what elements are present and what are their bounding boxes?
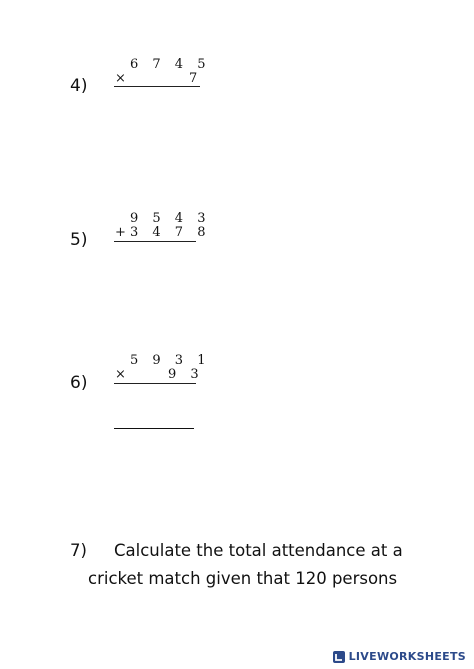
operator-sign: + xyxy=(115,225,126,240)
liveworksheets-logo xyxy=(333,650,466,663)
top-operand: 5 9 3 1 xyxy=(130,353,211,368)
logo-text: LIVEWORKSHEETS xyxy=(348,650,466,663)
operator-sign: × xyxy=(115,367,126,382)
operation-row xyxy=(115,225,211,240)
operator-sign: × xyxy=(115,71,126,86)
top-operand: 9 5 4 3 xyxy=(130,211,211,226)
problem-number: 5) xyxy=(70,230,88,250)
word-problem-7 xyxy=(70,537,430,593)
top-operand: 6 7 4 5 xyxy=(130,57,211,72)
question-line-2: cricket match given that 120 persons xyxy=(88,569,398,588)
product-rule xyxy=(114,383,196,384)
question-line-1: Calculate the total attendance at a xyxy=(114,541,403,560)
operation-row xyxy=(115,368,205,382)
problem-number: 6) xyxy=(70,373,88,393)
problem-number: 4) xyxy=(70,76,88,96)
answer-line[interactable] xyxy=(114,428,194,429)
bottom-operand: 3 4 7 8 xyxy=(130,225,211,240)
sum-rule xyxy=(114,241,196,242)
sum-rule xyxy=(114,86,200,87)
bottom-operand: 7 xyxy=(189,71,203,86)
problem-number: 7) xyxy=(70,541,87,560)
operation-row xyxy=(115,72,205,86)
bottom-operand: 9 3 xyxy=(168,367,204,382)
liveworksheets-logo-icon xyxy=(333,651,345,663)
